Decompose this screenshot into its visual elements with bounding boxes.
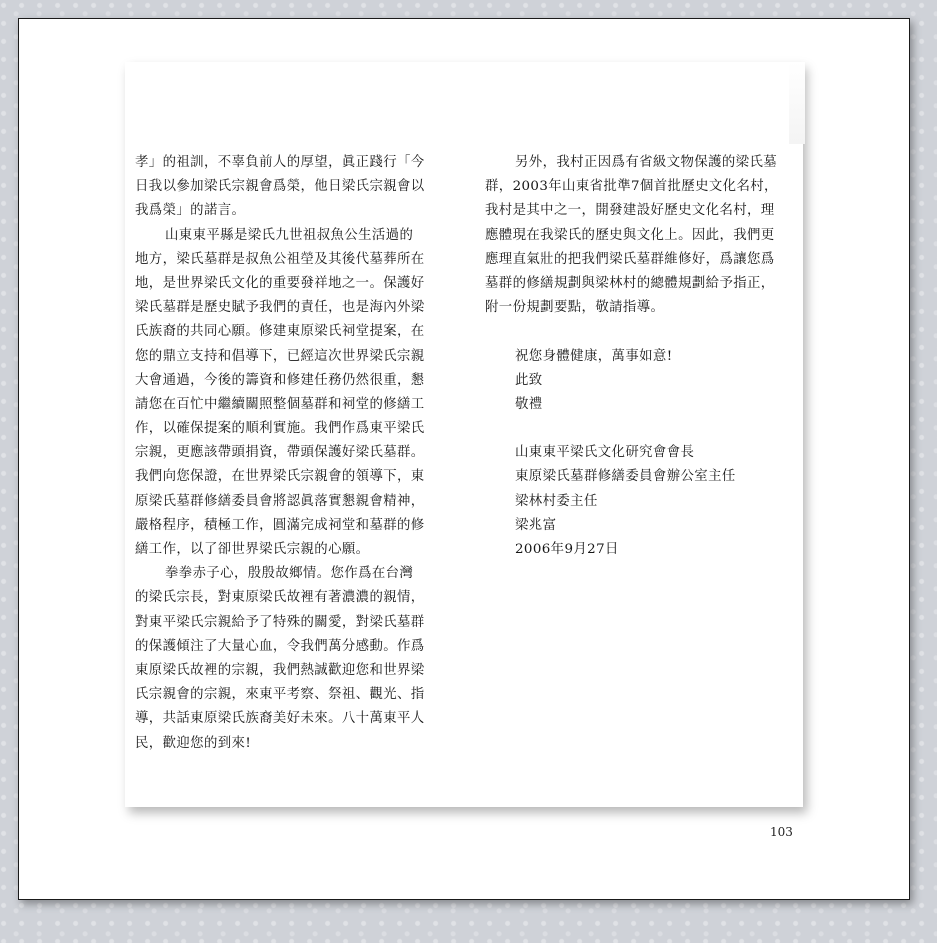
text-line: 導，共話東原梁氏族裔美好未來。八十萬東平人 xyxy=(135,711,425,727)
text-line: 拳拳赤子心，殷殷故鄉情。您作爲在台灣 xyxy=(165,566,414,582)
signature-name: 梁兆富 xyxy=(515,517,557,533)
blank-line xyxy=(485,417,800,441)
text-line: 請您在百忙中繼續關照整個墓群和祠堂的修繕工 xyxy=(135,396,425,412)
text-line: 民，歡迎您的到來! xyxy=(135,735,252,751)
text-line: 日我以參加梁氏宗親會爲榮，他日梁氏宗親會以 xyxy=(135,179,425,195)
text-line: 的梁氏宗長，對東原梁氏故裡有著濃濃的親情， xyxy=(135,590,425,606)
text-line: 另外，我村正因爲有省級文物保護的梁氏墓 xyxy=(515,155,778,170)
signature-date: 2006年9月27日 xyxy=(515,542,619,557)
text-line: 應理直氣壯的把我們梁氏墓群維修好，爲讓您爲 xyxy=(485,251,775,267)
text-line: 嚴格程序，積極工作，圓滿完成祠堂和墓群的修 xyxy=(135,517,425,533)
text-line: 原梁氏墓群修繕委員會將認眞落實懇親會精神， xyxy=(135,493,425,509)
left-text-column xyxy=(135,151,465,756)
text-line: 墓群的修繕規劃與梁林村的總體規劃給予指正， xyxy=(485,275,775,291)
text-line: 氏族裔的共同心願。修建東原梁氏祠堂提案，在 xyxy=(135,324,425,340)
text-line: 對東平梁氏宗親給予了特殊的關愛，對梁氏墓群 xyxy=(135,614,425,630)
text-line: 地，是世界梁氏文化的重要發祥地之一。保護好 xyxy=(135,275,425,291)
signature-title: 梁林村委主任 xyxy=(515,493,598,509)
text-line: 應體現在我梁氏的歷史與文化上。因此，我們更 xyxy=(485,227,775,243)
signature-title: 山東東平梁氏文化研究會會長 xyxy=(515,445,695,461)
text-line: 梁氏墓群是歷史賦予我們的責任，也是海內外梁 xyxy=(135,300,425,316)
signature-title: 東原梁氏墓群修繕委員會辦公室主任 xyxy=(515,469,736,485)
scan-edge xyxy=(789,62,805,144)
text-line: 我爲榮」的諾言。 xyxy=(135,203,246,219)
text-line: 群，2003年山東省批準7個首批歷史文化名村， xyxy=(485,179,778,195)
text-line: 附一份規劃要點，敬請指導。 xyxy=(485,300,665,316)
text-line: 我村是其中之一，開發建設好歷史文化名村，理 xyxy=(485,203,775,219)
closing-greeting: 祝您身體健康，萬事如意! xyxy=(515,348,673,364)
text-line: 孝」的祖訓，不辜負前人的厚望，眞正踐行「今 xyxy=(135,155,425,170)
text-line: 大會通過，今後的籌資和修建任務仍然很重，懇 xyxy=(135,372,425,388)
text-line: 您的鼎立支持和倡導下，已經這次世界梁氏宗親 xyxy=(135,348,425,364)
closing-salutation: 敬禮 xyxy=(515,396,543,412)
text-line: 氏宗親會的宗親，來東平考察、祭祖、觀光、指 xyxy=(135,687,425,703)
text-line: 宗親，更應該帶頭捐資，帶頭保護好梁氏墓群。 xyxy=(135,445,425,461)
page-number: 103 xyxy=(770,825,793,839)
text-line: 我們向您保證，在世界梁氏宗親會的領導下，東 xyxy=(135,469,425,485)
text-line: 東原梁氏故裡的宗親，我們熱誠歡迎您和世界梁 xyxy=(135,662,425,678)
text-line: 地方，梁氏墓群是叔魚公祖塋及其後代墓葬所在 xyxy=(135,251,425,267)
right-text-column xyxy=(485,151,800,562)
closing-line: 此致 xyxy=(515,372,543,388)
text-line: 作，以確保提案的順利實施。我們作爲東平梁氏 xyxy=(135,421,425,437)
text-line: 繕工作，以了卻世界梁氏宗親的心願。 xyxy=(135,542,370,557)
text-line: 的保護傾注了大量心血，令我們萬分感動。作爲 xyxy=(135,638,425,654)
blank-line xyxy=(485,320,800,344)
text-line: 山東東平縣是梁氏九世祖叔魚公生活過的 xyxy=(165,227,414,243)
